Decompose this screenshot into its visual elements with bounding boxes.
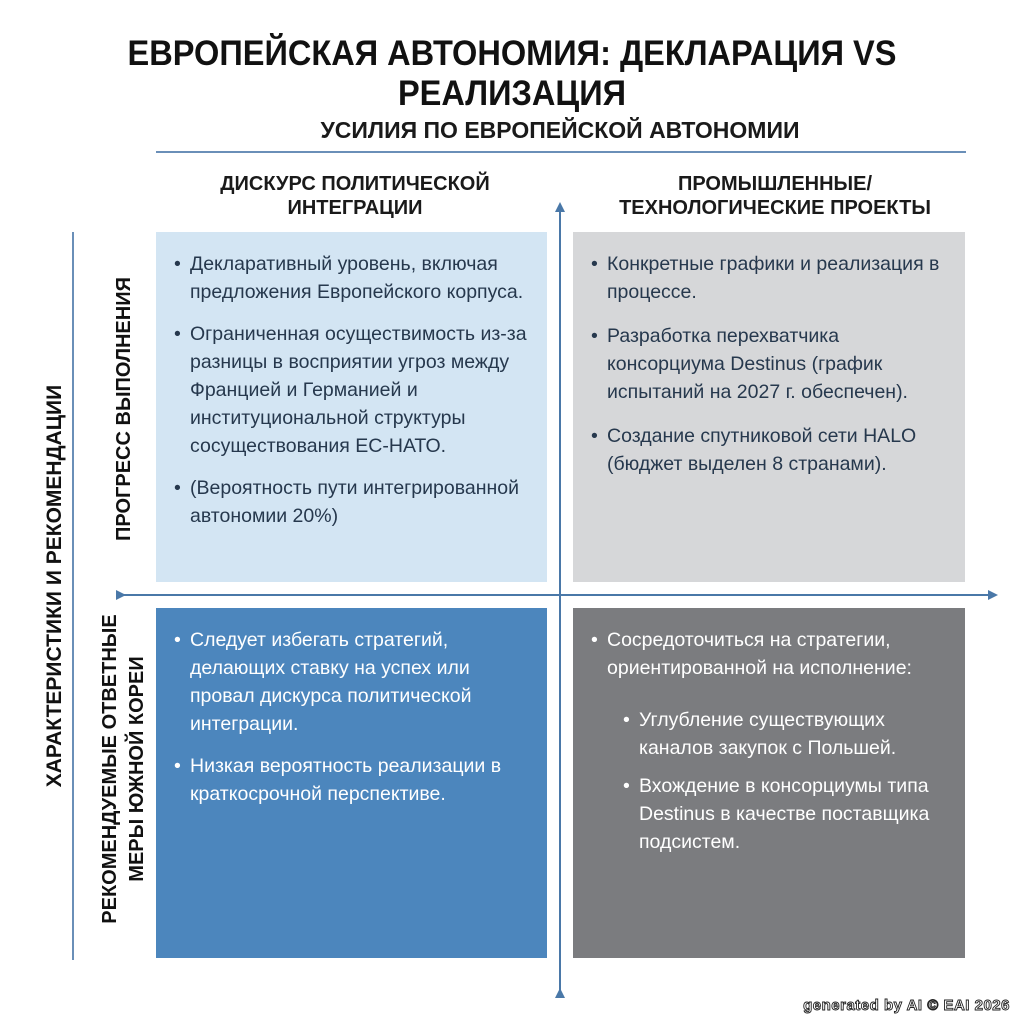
column-header-political-line1: ДИСКУРС ПОЛИТИЧЕСКОЙ <box>220 173 490 195</box>
list-item: • Декларативный уровень, включая предложения Европейского корпуса. <box>174 250 533 306</box>
column-header-political-line2: ИНТЕГРАЦИИ <box>287 197 423 220</box>
list-item: • Ограниченная осуществимость из-за разницы в восприятии угроз между Францией и Германией и институциональной структуры сосуществования ЕС-НАТО. <box>174 320 533 460</box>
list-item: • Разработка перехватчика консорциума Destinus (график испытаний на 2027 г. обеспечен). <box>591 322 951 406</box>
list-item: • Создание спутниковой сети HALO (бюджет выделен 8 странами). <box>591 422 951 478</box>
list-item: • Вхождение в консорциумы типа Destinus в качестве поставщика подсистем. <box>623 772 951 856</box>
list-item: • Следует избегать стратегий, делающих ставку на успех или провал дискурса политической интеграции. <box>174 626 533 738</box>
watermark: generated by AI © EAI 2026 <box>803 997 1010 1014</box>
quadrant-bottom-right-intro: Сосредоточиться на стратегии, ориентированной на исполнение: <box>607 629 912 679</box>
row-label-recommendations-line2: МЕРЫ ЮЖНОЙ КОРЕИ <box>126 656 148 882</box>
list-item: • (Вероятность пути интегрированной автономии 20%) <box>174 474 533 530</box>
list-item: • Конкретные графики и реализация в процессе. <box>591 250 951 306</box>
left-axis-header: ХАРАКТЕРИСТИКИ И РЕКОМЕНДАЦИИ <box>43 384 66 788</box>
list-item: • Низкая вероятность реализации в краткосрочной перспективе. <box>174 752 533 808</box>
column-header-industrial-line1: ПРОМЫШЛЕННЫЕ/ <box>677 173 873 195</box>
row-label-progress: ПРОГРЕСС ВЫПОЛНЕНИЯ <box>113 277 135 541</box>
row-label-recommendations-line1: РЕКОМЕНДУЕМЫЕ ОТВЕТНЫЕ <box>99 614 121 924</box>
top-axis-header: УСИЛИЯ ПО ЕВРОПЕЙСКОЙ АВТОНОМИИ <box>320 117 800 143</box>
column-header-industrial-line2: ТЕХНОЛОГИЧЕСКИЕ ПРОЕКТЫ <box>619 197 931 220</box>
list-item: • Углубление существующих каналов закупок с Польшей. <box>623 706 951 762</box>
page-title: ЕВРОПЕЙСКАЯ АВТОНОМИЯ: ДЕКЛАРАЦИЯ VS РЕАЛИЗАЦИЯ <box>127 34 897 113</box>
